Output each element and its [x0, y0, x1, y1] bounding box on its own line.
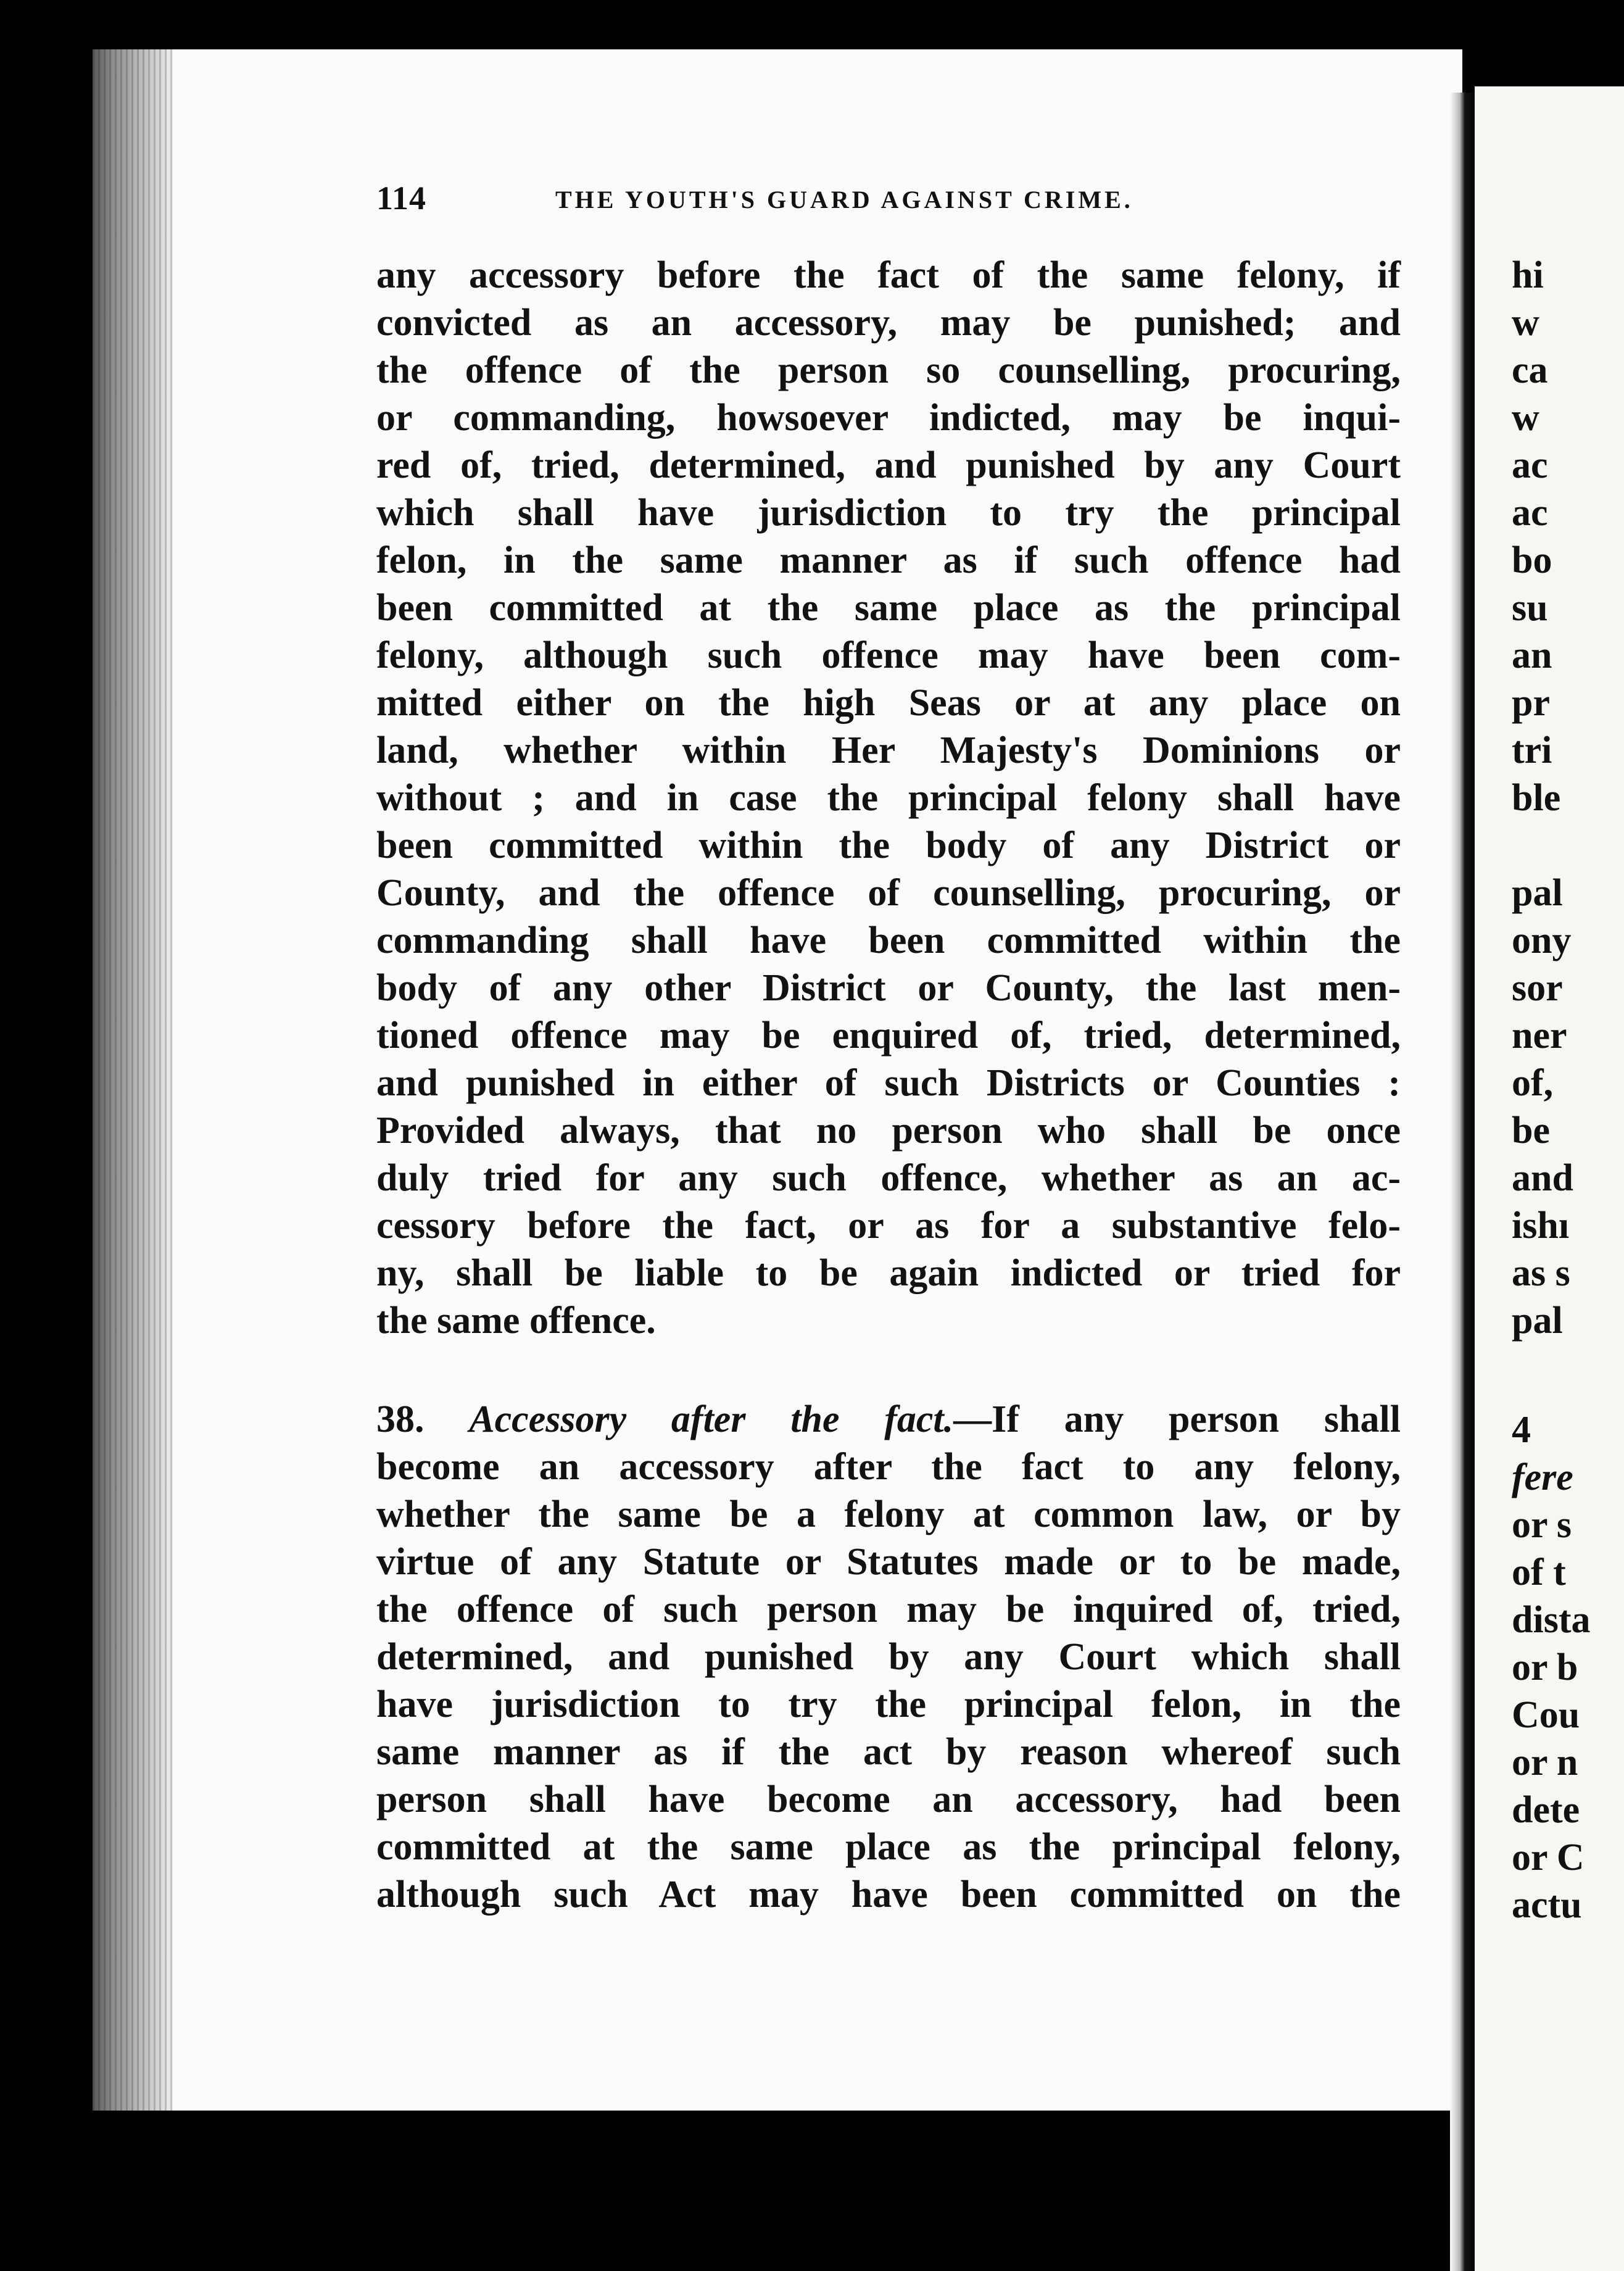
facing-line-fragment: w: [1512, 397, 1539, 439]
facing-line-fragment: pr: [1512, 682, 1550, 724]
facing-line-fragment: ac: [1512, 444, 1548, 486]
facing-paragraph-gap: [1512, 1345, 1624, 1406]
text-line: become an accessory after the fact to any felony,: [376, 1446, 1401, 1488]
facing-line-fragment: tri: [1512, 729, 1552, 771]
facing-line-fragment: or b: [1512, 1646, 1578, 1688]
facing-line-fragment: ner: [1512, 1015, 1567, 1057]
text-line: virtue of any Statute or Statutes made or to be made,: [376, 1541, 1401, 1583]
text-line: same manner as if the act by reason whereof such: [376, 1731, 1401, 1773]
text-line: although such Act may have been committed on the: [376, 1874, 1401, 1916]
running-title: THE YOUTH'S GUARD AGAINST CRIME.: [555, 186, 1133, 214]
text-line: commanding shall have been committed within the: [376, 920, 1401, 961]
text-line: cessory before the fact, or as for a substantive felo-: [376, 1205, 1401, 1247]
text-line: duly tried for any such offence, whether as an ac-: [376, 1157, 1401, 1199]
facing-line-fragment: of t: [1512, 1551, 1566, 1593]
text-line: red of, tried, determined, and punished by any Court: [376, 444, 1401, 486]
facing-page-text: [1512, 252, 1624, 1929]
facing-line-fragment: or s: [1512, 1504, 1572, 1546]
text-line: convicted as an accessory, may be punished; and: [376, 302, 1401, 344]
facing-page: [1475, 86, 1624, 2271]
facing-line-fragment: as s: [1512, 1252, 1570, 1294]
facing-line-fragment: pal: [1512, 872, 1563, 914]
section-first-line-text: —If any person shall: [953, 1398, 1401, 1440]
text-line: land, whether within Her Majesty's Dominions or: [376, 729, 1401, 771]
text-line: felon, in the same manner as if such offence had: [376, 539, 1401, 581]
text-line: person shall have become an accessory, had been: [376, 1779, 1401, 1821]
section-38-first-line: [376, 1396, 1401, 1443]
text-line: without ; and in case the principal felony shall have: [376, 777, 1401, 819]
text-line: have jurisdiction to try the principal felon, in the: [376, 1684, 1401, 1725]
text-line: been committed at the same place as the principal: [376, 587, 1401, 629]
facing-line-fragment: actu: [1512, 1884, 1582, 1926]
text-line: the offence of the person so counselling, procuring,: [376, 349, 1401, 391]
facing-line-fragment: ac: [1512, 492, 1548, 534]
text-line: County, and the offence of counselling, procuring, or: [376, 872, 1401, 914]
text-line: body of any other District or County, the last men-: [376, 967, 1401, 1009]
text-line: committed at the same place as the principal felony,: [376, 1826, 1401, 1868]
facing-line-fragment: dista: [1512, 1599, 1591, 1641]
facing-line-fragment: or C: [1512, 1837, 1585, 1879]
page-edge-stack: [93, 49, 173, 2111]
book-gutter: [1450, 93, 1475, 2271]
text-line: felony, although such offence may have been com-: [376, 634, 1401, 676]
facing-line-fragment: an: [1512, 634, 1552, 676]
facing-line-fragment: ca: [1512, 349, 1548, 391]
text-line: the same offence.: [376, 1300, 656, 1342]
text-line: been committed within the body of any District or: [376, 824, 1401, 866]
text-line: whether the same be a felony at common law, or by: [376, 1493, 1401, 1535]
facing-line-fragment: su: [1512, 587, 1548, 629]
facing-line-fragment: be: [1512, 1110, 1550, 1152]
facing-line-fragment: fere: [1512, 1456, 1573, 1498]
facing-line-fragment: bo: [1512, 539, 1552, 581]
facing-line-fragment: or n: [1512, 1742, 1578, 1783]
text-line: Provided always, that no person who shall be once: [376, 1110, 1401, 1152]
page-number: 114: [376, 180, 427, 217]
text-line: any accessory before the fact of the same felony, if: [376, 254, 1401, 296]
section-heading: Accessory after the fact.: [469, 1398, 954, 1440]
facing-line-fragment: of,: [1512, 1062, 1554, 1104]
facing-line-fragment: ony: [1512, 920, 1572, 961]
facing-line-fragment: [1512, 822, 1624, 870]
facing-line-fragment: dete: [1512, 1789, 1580, 1831]
text-line: determined, and punished by any Court which shall: [376, 1636, 1401, 1678]
text-line: the offence of such person may be inquired of, tried,: [376, 1588, 1401, 1630]
text-line: tioned offence may be enquired of, tried, determined,: [376, 1015, 1401, 1057]
paragraph-accessory-after-fact: [376, 1396, 1401, 1919]
text-line: and punished in either of such Districts or Counties :: [376, 1062, 1401, 1104]
section-number: 38.: [376, 1398, 425, 1440]
facing-line-fragment: sor: [1512, 967, 1563, 1009]
text-line: which shall have jurisdiction to try the principal: [376, 492, 1401, 534]
facing-line-fragment: w: [1512, 302, 1539, 344]
running-head: [376, 179, 1425, 228]
text-line: ny, shall be liable to be again indicted or tried for: [376, 1252, 1401, 1294]
facing-line-fragment: ishı: [1512, 1205, 1570, 1247]
facing-line-fragment: and: [1512, 1157, 1573, 1199]
facing-line-fragment: pal: [1512, 1300, 1563, 1342]
facing-line-fragment: hi: [1512, 254, 1544, 296]
facing-line-fragment: ble: [1512, 777, 1561, 819]
paragraph-accessory-before-fact: [376, 252, 1401, 1345]
text-line: mitted either on the high Seas or at any place on: [376, 682, 1401, 724]
facing-line-fragment: Cou: [1512, 1694, 1580, 1736]
text-line: or commanding, howsoever indicted, may be inqui-: [376, 397, 1401, 439]
facing-line-fragment: 4: [1512, 1409, 1531, 1451]
